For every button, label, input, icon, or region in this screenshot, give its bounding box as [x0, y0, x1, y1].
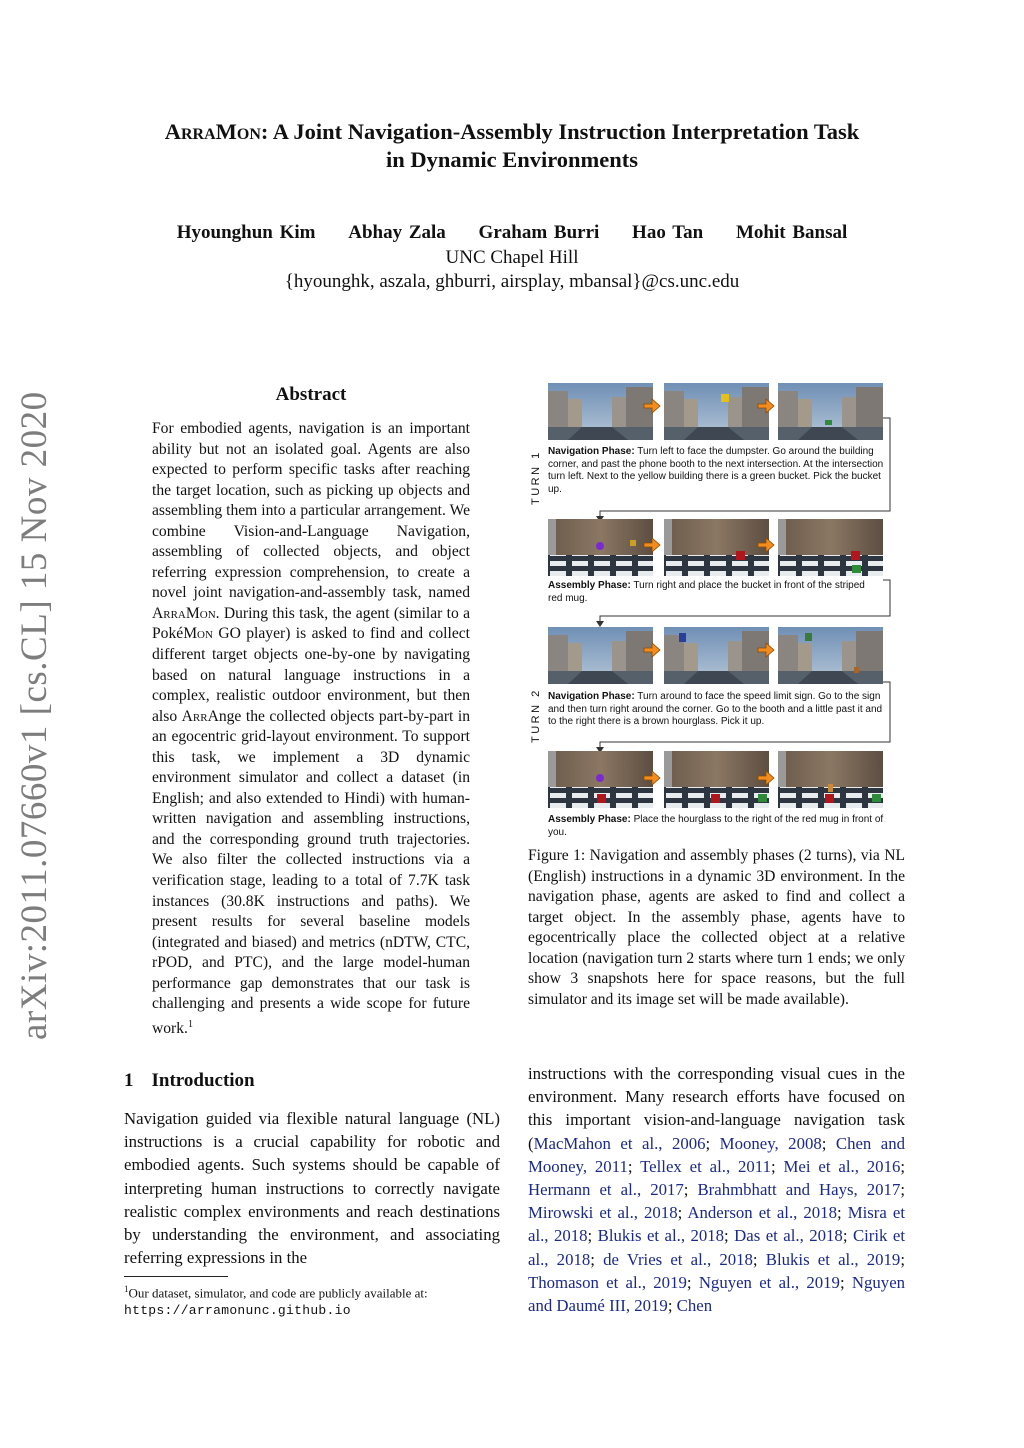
title-line2: in Dynamic Environments: [385, 147, 639, 172]
abstract-heading: Abstract: [275, 384, 347, 405]
author: Abhay Zala: [348, 222, 446, 243]
author-list: [100, 222, 924, 244]
asm1-snapshot-3: [778, 519, 883, 576]
author: Graham Burri: [478, 222, 600, 243]
author: Hyounghun Kim: [176, 222, 316, 243]
intro-paragraph: Navigation guided via flexible natural language (NL) instructions is a crucial capability for robotic and embodied agents. Such systems should be capable of interpreting human instructions to correctly navigate realistic complex environments and reach destinations by understanding the environment, and associating referring expressions in the: [124, 1109, 500, 1268]
sign-marker: [679, 633, 686, 642]
asm2-instruction: Assembly Phase: Place the hourglass to the right of the red mug in front of you.: [548, 814, 884, 838]
nav2-snapshot-3: [778, 627, 883, 684]
red-mug: [597, 794, 606, 803]
author: Hao Tan: [632, 222, 704, 243]
turn-2-label: TURN 2: [530, 688, 542, 743]
green-bucket: [872, 794, 881, 802]
footnote-marker[interactable]: 1: [187, 1018, 193, 1030]
brown-hourglass: [854, 667, 859, 673]
asm1-instruction: Assembly Phase: Turn right and place the bucket in front of the striped red mug.: [548, 580, 865, 604]
citation-link[interactable]: Misra et al., 2018: [528, 1203, 905, 1246]
purple-object: [596, 542, 604, 550]
title-line1: : A Joint Navigation-Assembly Instruction Interpretation Task: [260, 119, 860, 144]
abstract-body: For embodied agents, navigation is an important ability but not an isolated goal. Agents are also expected to perform specific tasks after reaching the target location, such as picking up objects and assembling them into a particular arrangement. We combine Vision-and-Language Navigation, assembling of collected objects, and object referring expression comprehension, to create a novel joint navigation-and-assembly task, named ArraMon. During this task, the agent (similar to a PokéMon GO player) is asked to find and collect different target objects one-by-one by navigating based on natural language instructions in a complex, realistic outdoor environment, but then also ArrAnge the collected objects part-by-part in an egocentric grid-layout environment. To support this task, we implement a 3D dynamic environment simulator and collect a dataset (in English; and also extended to Hindi) with human-written navigation and assembling instructions, and the corresponding ground truth trajectories. We also filter the collected instructions via a verification stage, leading to a total of 7.7K task instances (30.8K instructions and paths). We present results for several baseline models (integrated and biased) and metrics (nDTW, CTC, rPOD, and PTC), and the large model-human performance gap demonstrates that our task is challenging and presents a wide scope for future work.$^1$: [152, 420, 470, 1038]
citation-link[interactable]: Nguyen et al., 2019: [698, 1272, 840, 1292]
purple-object: [596, 774, 604, 782]
nav2-snapshot-1: [548, 627, 653, 684]
nav1-snapshot-3: [778, 383, 883, 440]
green-bucket: [852, 565, 861, 573]
author: Mohit Bansal: [735, 222, 848, 243]
yellow-building-marker: [721, 394, 729, 402]
citation-link[interactable]: Hermann et al., 2017: [528, 1180, 684, 1200]
section-heading-introduction: 1 Introduction: [124, 1070, 255, 1091]
right-column-paragraph: instructions with the corresponding visual cues in the environment. Many research efforts have focused on this important vision-and-language navigation task (MacMahon et al., 2006; Mooney, 2008; Chen and Mooney, 2011; Tellex et al., 2011; Mei et al., 2016; Hermann et al., 2017; Brahmbhatt and Hays, 2017; Mirowski et al., 2018; Anderson et al., 2018; Misra et al., 2018; Blukis et al., 2018; Das et al., 2018; Cirik et al., 2018; de Vries et al., 2018; Blukis et al., 2019; Thomason et al., 2019; Nguyen et al., 2019; Nguyen and Daumé III, 2019; Chen: [528, 1064, 906, 1316]
citation-link[interactable]: Cirik et al., 2018: [528, 1226, 906, 1269]
red-mug: [825, 794, 834, 803]
citation-link[interactable]: Nguyen and Daumé III, 2019: [528, 1272, 906, 1316]
footnote-url-link[interactable]: https://arramonunc.github.io: [124, 1303, 351, 1319]
yellow-object: [630, 540, 636, 546]
citation-link[interactable]: Das et al., 2018: [734, 1226, 843, 1246]
nav1-snapshot-2: [664, 383, 769, 440]
green-bucket: [825, 420, 832, 425]
citation-link[interactable]: Blukis et al., 2018: [597, 1226, 725, 1246]
title-acronym: ArraMon: [164, 119, 261, 144]
citation-link[interactable]: Anderson et al., 2018: [687, 1203, 837, 1223]
nav1-instruction: Navigation Phase: Turn left to face the dumpster. Go around the building corner, and past the phone booth to the next intersection. At the intersection turn left. Next to the yellow building there is a green bucket. Pick the bucket up.: [548, 446, 884, 495]
turn-1-label: TURN 1: [530, 450, 542, 505]
nav1-snapshot-1: [548, 383, 653, 440]
footnote: $^1$Our dataset, simulator, and code are publicly available at: https://arramonunc.github.io: [124, 1284, 428, 1319]
citation-link[interactable]: Mirowski et al., 2018: [528, 1203, 678, 1223]
arxiv-stamp: arXiv:2011.07660v1 [cs.CL] 15 Nov 2020: [14, 391, 55, 1040]
red-mug: [711, 794, 720, 803]
citation-link[interactable]: de Vries et al., 2018: [603, 1249, 753, 1269]
citation-link[interactable]: Thomason et al., 2019: [528, 1272, 687, 1292]
citation-link[interactable]: Mooney, 2008: [719, 1133, 822, 1153]
citation-link[interactable]: Chen: [676, 1296, 713, 1316]
figure-caption: Figure 1: Navigation and assembly phases (2 turns), via NL (English) instructions in a dynamic 3D environment. In the navigation phase, agents are asked to find and collect a target object. In the assembly phase, agents have to egocentrically place the collected object at a relative location (navigation turn 2 starts where turn 1 ends; we only show 3 snapshots here for space reasons, but the full simulator and its image set will be made available).: [528, 847, 905, 1008]
citation-link[interactable]: Tellex et al., 2011: [640, 1156, 771, 1176]
citation-link[interactable]: Chen and Mooney, 2011: [528, 1133, 906, 1176]
red-mug: [736, 551, 745, 560]
sign-marker: [805, 633, 812, 641]
citation-link[interactable]: MacMahon et al., 2006: [533, 1133, 706, 1153]
affiliation: UNC Chapel Hill: [445, 247, 579, 268]
paper-title: [100, 118, 924, 174]
footnote-rule: [124, 1276, 228, 1277]
nav2-instruction: Navigation Phase: Turn around to face the speed limit sign. Go to the sign and then turn right around the corner. Go to the booth and a little past it and to the right there is a brown hourglass. Pick it up.: [548, 691, 883, 728]
brown-hourglass: [828, 784, 833, 792]
email-line: {hyounghk, aszala, ghburri, airsplay, mbansal}@cs.unc.edu: [284, 271, 740, 292]
citation-link[interactable]: Mei et al., 2016: [783, 1156, 901, 1176]
green-bucket: [758, 794, 767, 802]
citation-link[interactable]: Blukis et al., 2019: [765, 1249, 901, 1269]
asm1-snapshot-2: [664, 519, 769, 576]
red-mug: [851, 551, 860, 560]
figure-1: [528, 380, 908, 840]
arrow-down-icon: [596, 621, 604, 627]
citation-link[interactable]: Brahmbhatt and Hays, 2017: [697, 1180, 901, 1200]
